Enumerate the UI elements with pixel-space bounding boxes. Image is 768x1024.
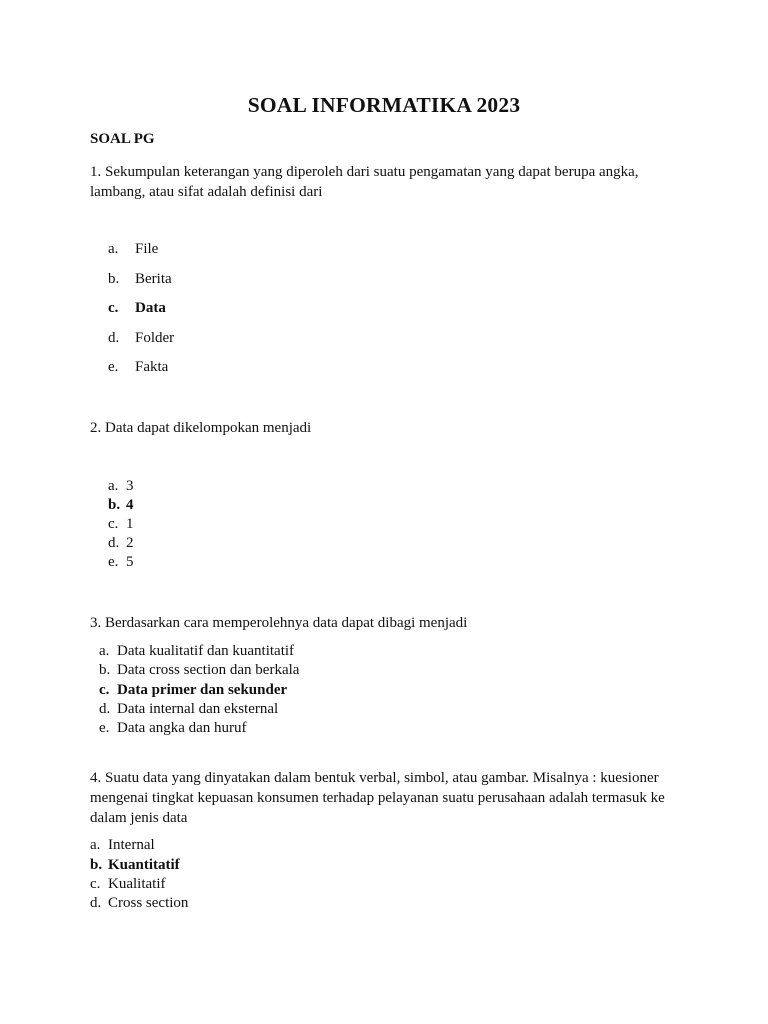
q1-option-d bbox=[108, 329, 174, 348]
question-text: Data dapat dikelompokan menjadi bbox=[105, 420, 312, 436]
q2-option-c bbox=[108, 515, 134, 534]
option-text: 5 bbox=[126, 554, 134, 570]
option-text: 3 bbox=[126, 478, 134, 494]
q1-option-b bbox=[108, 270, 172, 289]
option-letter: b. bbox=[108, 497, 121, 513]
section-heading: SOAL PG bbox=[90, 131, 155, 147]
option-letter: a. bbox=[108, 241, 119, 257]
question-number: 1. bbox=[90, 164, 102, 180]
q3-option-c bbox=[99, 681, 287, 700]
q1-option-a bbox=[108, 240, 158, 259]
option-text: Folder bbox=[135, 330, 175, 346]
q2-option-d bbox=[108, 534, 134, 553]
question-1-line-2: lambang, atau sifat adalah definisi dari bbox=[90, 184, 323, 200]
option-letter: a. bbox=[108, 478, 119, 494]
option-letter: e. bbox=[99, 720, 110, 736]
option-text: Data internal dan eksternal bbox=[117, 701, 279, 717]
option-letter: d. bbox=[108, 535, 120, 551]
option-text: Kualitatif bbox=[108, 876, 166, 892]
option-text: Kuantitatif bbox=[108, 857, 180, 873]
question-4-line-2: mengenai tingkat kepuasan konsumen terhadap pelayanan suatu perusahaan adalah termasuk ke bbox=[90, 790, 665, 806]
option-text: Fakta bbox=[135, 359, 169, 375]
option-text: File bbox=[135, 241, 159, 257]
option-letter: a. bbox=[90, 837, 101, 853]
option-letter: c. bbox=[108, 300, 119, 316]
option-text: Berita bbox=[135, 271, 172, 287]
q3-option-b bbox=[99, 661, 299, 680]
question-text: Suatu data yang dinyatakan dalam bentuk verbal, simbol, atau gambar. Misalnya : kuesioner bbox=[105, 770, 659, 786]
question-4 bbox=[90, 768, 665, 828]
option-text: Data bbox=[135, 300, 166, 316]
option-letter: b. bbox=[90, 857, 103, 873]
page-title: SOAL INFORMATIKA 2023 bbox=[247, 93, 521, 117]
option-text: Data kualitatif dan kuantitatif bbox=[117, 643, 295, 659]
option-text: Cross section bbox=[108, 895, 189, 911]
q2-option-a bbox=[108, 477, 134, 496]
q3-option-a bbox=[99, 642, 294, 661]
option-letter: a. bbox=[99, 643, 110, 659]
option-letter: c. bbox=[108, 516, 119, 532]
q3-option-e bbox=[99, 719, 247, 738]
q2-option-e bbox=[108, 553, 134, 572]
option-letter: d. bbox=[90, 895, 102, 911]
option-text: Internal bbox=[108, 837, 155, 853]
q1-option-e bbox=[108, 358, 168, 377]
question-number: 4. bbox=[90, 770, 102, 786]
option-letter: b. bbox=[108, 271, 120, 287]
question-text: Sekumpulan keterangan yang diperoleh dari suatu pengamatan yang dapat berupa angka, bbox=[105, 164, 639, 180]
option-text: Data cross section dan berkala bbox=[117, 662, 300, 678]
q3-option-d bbox=[99, 700, 278, 719]
option-letter: c. bbox=[99, 682, 110, 698]
q4-option-b bbox=[90, 856, 180, 875]
question-text: Berdasarkan cara memperolehnya data dapat dibagi menjadi bbox=[105, 615, 468, 631]
option-text: 1 bbox=[126, 516, 134, 532]
question-1-line-1 bbox=[90, 162, 639, 182]
question-2 bbox=[90, 418, 311, 438]
question-3 bbox=[90, 613, 467, 633]
option-letter: b. bbox=[99, 662, 111, 678]
question-4-line-3: dalam jenis data bbox=[90, 810, 188, 826]
question-number: 3. bbox=[90, 615, 102, 631]
option-text: 4 bbox=[126, 497, 134, 513]
q4-option-d bbox=[90, 894, 188, 913]
q1-option-c bbox=[108, 299, 166, 318]
option-letter: c. bbox=[90, 876, 101, 892]
option-text: Data angka dan huruf bbox=[117, 720, 247, 736]
question-number: 2. bbox=[90, 420, 102, 436]
option-text: 2 bbox=[126, 535, 134, 551]
option-letter: e. bbox=[108, 359, 119, 375]
question-1 bbox=[90, 162, 639, 202]
option-letter: d. bbox=[99, 701, 111, 717]
option-letter: e. bbox=[108, 554, 119, 570]
q2-option-b bbox=[108, 496, 134, 515]
option-text: Data primer dan sekunder bbox=[117, 682, 288, 698]
q4-option-c bbox=[90, 875, 165, 894]
q4-option-a bbox=[90, 836, 155, 855]
option-letter: d. bbox=[108, 330, 120, 346]
